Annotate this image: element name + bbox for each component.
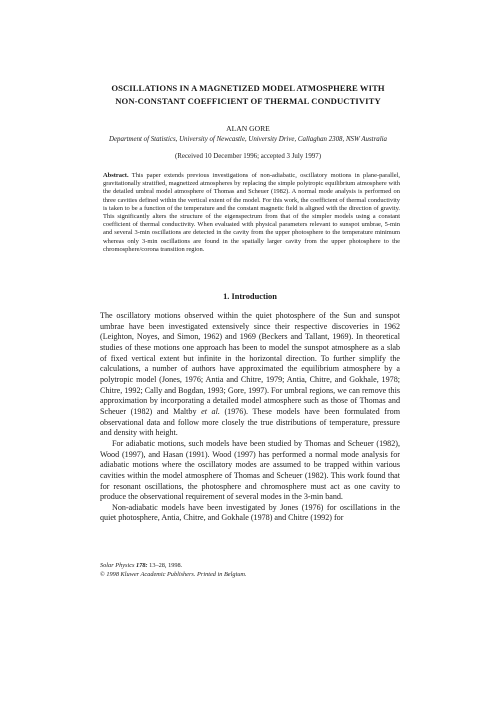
body-text [100, 311, 400, 524]
journal-name: Solar Physics [100, 562, 135, 569]
copyright-text: 1998 Kluwer Academic Publishers. Printed in Belgium. [106, 571, 247, 578]
received-dates: (Received 10 December 1996; accepted 3 July 1997) [175, 153, 321, 160]
author-name: ALAN GORE [226, 124, 270, 133]
paper-title [60, 82, 436, 108]
section-heading: 1. Introduction [223, 292, 277, 301]
title-line-2: NON-CONSTANT COEFFICIENT OF THERMAL CONDUCTIVITY [115, 96, 381, 106]
abstract-text: This paper extends previous investigations of non-adiabatic, oscillatory motions in plane-parallel, gravitationally stratified, magnetized atmospheres by replacing the simple polytropic equilibrium atmosphere with the detailed umbral model atmosphere of Thomas and Scheuer (1982). A normal mode analysis is performed on three cavities defined within the vertical extent of the model. For this work, the coefficient of thermal conductivity is taken to be a function of the temperature and the constant magnetic field is aligned with the direction of gravity. This significantly alters the structure of the eigenspectrum from that of the simpler models using a constant coefficient of thermal conductivity. When evaluated with physical parameters relevant to sunspot umbrae, 5-min and several 3-min oscillations are detected in the cavity from the upper photosphere to the temperature minimum whereas only 3-min oscillations are found in the spatially larger cavity from the upper photosphere to the chromosphere/corona transition region. [103, 172, 400, 253]
paragraph-1-part-b: (1976). These models have been formulated from observational data and follow more closely the true distributions of temperature, pressure and density with height. [100, 406, 401, 438]
title-line-1: OSCILLATIONS IN A MAGNETIZED MODEL ATMOSPHERE WITH [111, 83, 385, 93]
author-affiliation: Department of Statistics, University of Newcastle, University Drive, Callaghan 2308, NSW Australia [109, 136, 387, 143]
paragraph-3: Non-adiabatic models have been investigated by Jones (1976) for oscillations in the quiet photosphere, Antia, Chitre, and Gokhale (1978) and Chitre (1992) for [100, 502, 400, 523]
copyright-symbol: © [100, 571, 105, 578]
paragraph-2: For adiabatic motions, such models have been studied by Thomas and Scheuer (1982), Wood (1997), and Hasan (1991). Wood (1997) has performed a normal mode analysis for adiabatic motions where the oscillatory modes are assumed to be trapped within various cavities within the model atmosphere of Thomas and Scheuer (1982). This work found that for resonant oscillations, the photosphere and chromosphere must act as one cavity to produce the observational requirement of several modes in the 3-min band. [100, 438, 400, 502]
journal-citation [100, 561, 400, 570]
paragraph-1 [100, 311, 400, 439]
paragraph-1-etal: et al. [201, 406, 220, 416]
paragraph-1-part-a: The oscillatory motions observed within the quiet photosphere of the Sun and sunspot umbrae have been investigated extensively since their respective discoveries in 1962 (Leighton, Noyes, and Simon, 1962) and 1969 (Beckers and Tallant, 1969). In theoretical studies of these motions one approach has been to model the sunspot atmosphere as a slab of fixed vertical extent but infinite in the horizontal direction. To further simplify the calculations, a number of authors have approximated the equilibrium atmosphere by a polytropic model (Jones, 1976; Antia and Chitre, 1979; Antia, Chitre, and Gokhale, 1978; Chitre, 1992; Cally and Bogdan, 1993; Gore, 1997). For umbral regions, we can remove this approximation by incorporating a detailed model atmosphere such as those of Thomas and Scheuer (1982) and Maltby [100, 311, 400, 416]
journal-volume: 178: [136, 562, 148, 569]
abstract-label: Abstract. [103, 172, 129, 179]
journal-footer [100, 561, 400, 579]
copyright-line [100, 570, 400, 579]
abstract [103, 172, 400, 254]
journal-pages: 13–28, 1998. [149, 562, 183, 569]
